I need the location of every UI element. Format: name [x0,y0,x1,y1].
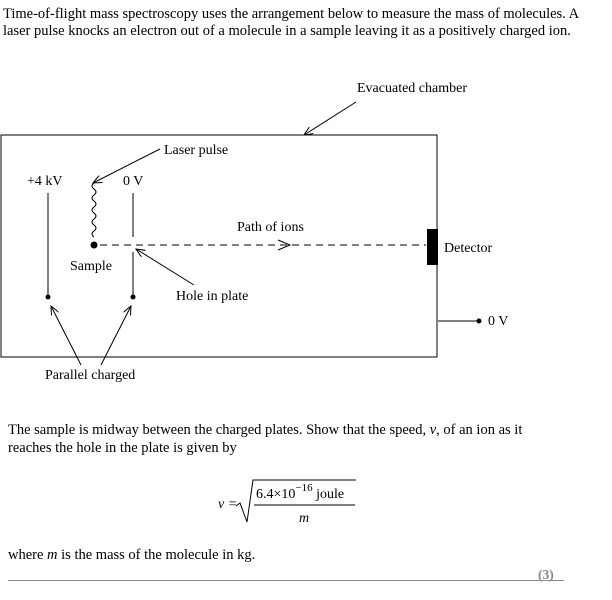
hole-in-plate-label: Hole in plate [176,289,249,304]
formula-exponent: −16 [295,482,313,494]
where-part-2: is the mass of the molecule in kg. [57,547,256,563]
parallel-charged-pointer-right [101,306,131,365]
marks-rule [8,580,564,581]
right-plate-terminal [131,295,136,300]
left-plate-voltage: +4 kV [27,174,63,189]
intro-text: Time-of-flight mass spectroscopy uses the arrangement below to measure the mass of molecules. A laser pulse knocks an electron out of a molecule in a sample leaving it as a positively charged ion. [3,6,579,39]
where-text [8,547,255,564]
path-of-ions-label: Path of ions [237,220,304,235]
sample-dot [91,242,98,249]
evacuated-chamber-label: Evacuated chamber [357,81,467,96]
detector-label: Detector [444,241,493,256]
parallel-charged-pointer-left [51,306,81,365]
where-part-1: where [8,547,48,563]
detector-block [427,229,438,265]
where-variable-m: m [47,547,58,563]
parallel-charged-label: Parallel charged [45,368,136,383]
formula-denominator: m [299,511,310,526]
question-part-1: The sample is midway between the charged plates. Show that the speed, [8,422,430,438]
question-part-2: , of an ion as it reaches the hole in the plate is given by [8,422,523,456]
laser-beam-wave [92,183,96,237]
question-variable-v: v [429,422,437,438]
formula-numerator: $6.4\times 10^{-16}$ joule [256,482,345,502]
detector-ground-terminal [477,319,482,324]
formula-lhs: v = [218,497,238,512]
speed-formula [0,470,612,530]
formula-unit: joule [312,487,345,502]
marks-label: (3) [538,567,554,582]
evacuated-chamber-pointer [304,102,356,135]
laser-pulse-label: Laser pulse [164,143,229,158]
left-plate-terminal [46,295,51,300]
evacuated-chamber-box [1,135,437,357]
sample-label: Sample [70,259,112,274]
question-text [8,421,568,457]
right-plate-voltage: 0 V [123,174,144,189]
hole-in-plate-pointer [136,249,194,285]
detector-voltage-label: 0 V [488,314,509,329]
